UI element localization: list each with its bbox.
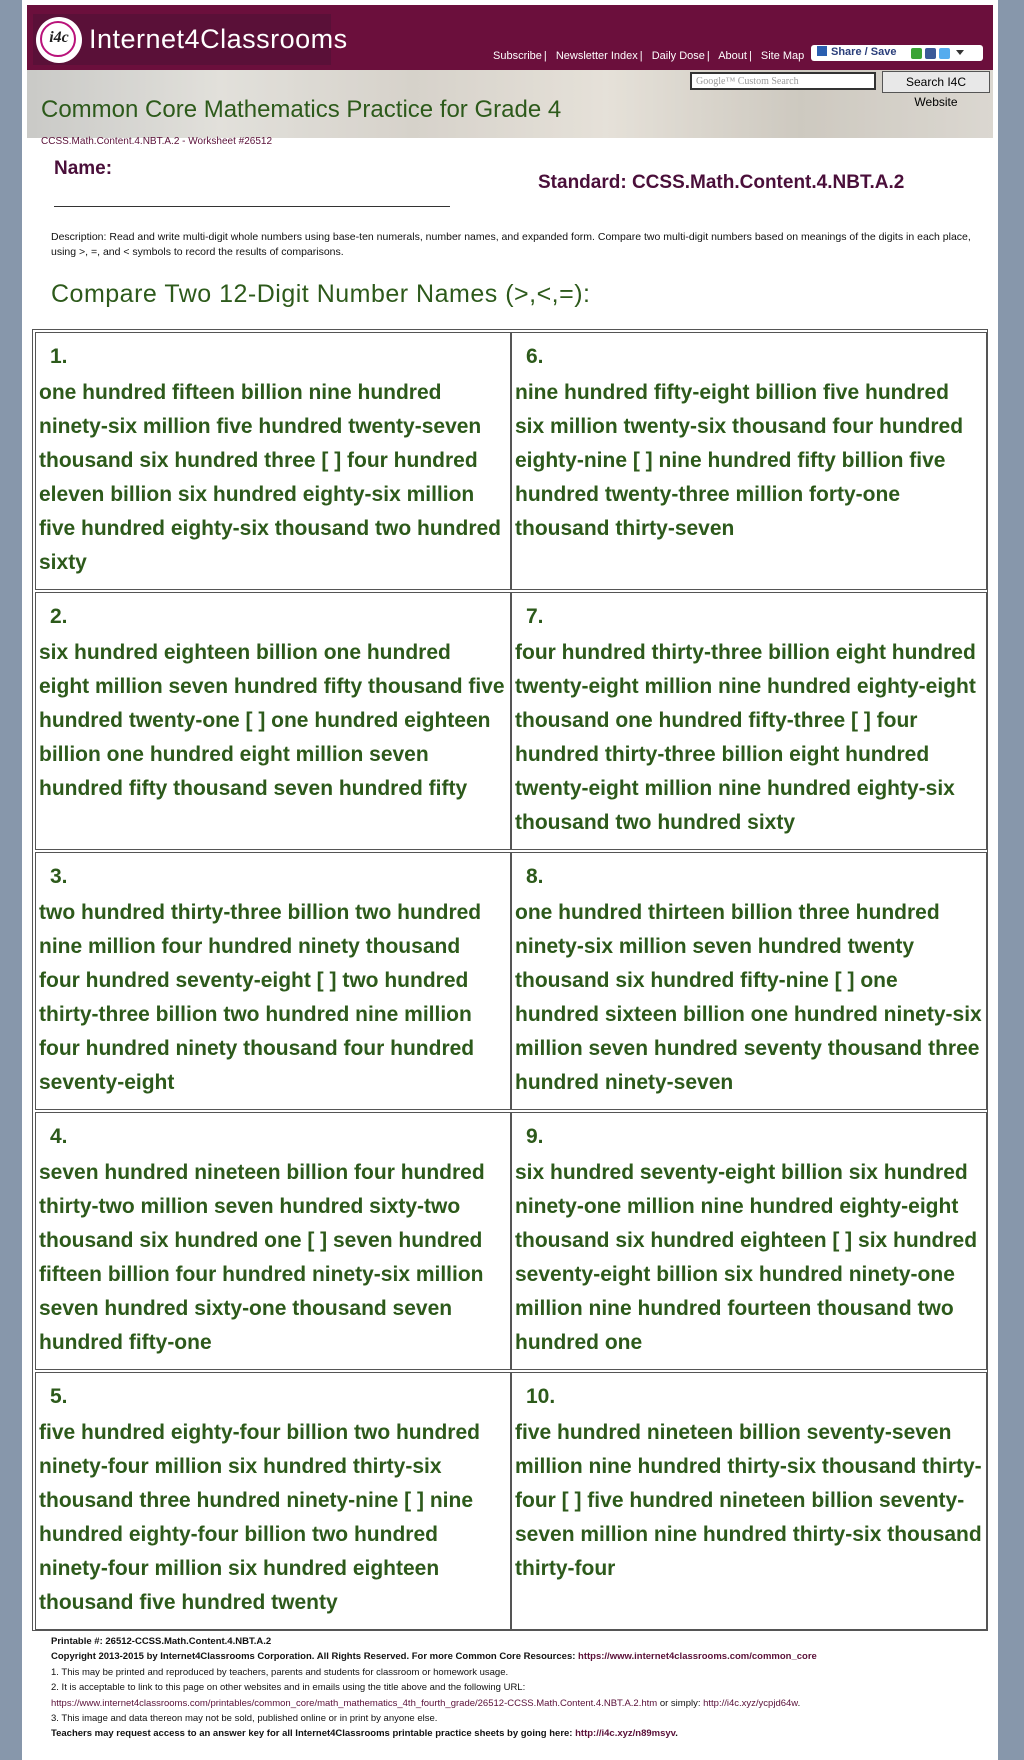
question-text: six hundred seventy-eight billion six hundred ninety-one million nine hundred eighty-eight thousand six hundred eighteen [ ] six hundred seventy-eight billion six hundred ninety-one million nine hundred fourteen thousand two hundred one [515, 1161, 978, 1354]
short-url-link[interactable]: http://i4c.xyz/ycpjd64w [703, 1697, 798, 1709]
question-text: two hundred thirty-three billion two hundred nine million four hundred ninety thousand four hundred seventy-eight [ ] two hundred thirty-three billion two hundred nine million four hundred ninety thousand four hundred seventy-eight [39, 901, 482, 1094]
i4c-logo-icon: i4c [36, 17, 82, 63]
question-number: 9. [526, 1125, 544, 1148]
site-logo[interactable] [33, 14, 348, 65]
breadcrumb: CCSS.Math.Content.4.NBT.A.2 - Worksheet #26512 [41, 136, 273, 147]
question-cell [511, 852, 987, 1110]
common-core-link[interactable]: https://www.internet4classrooms.com/common_core [578, 1651, 817, 1663]
question-cell [511, 1112, 987, 1370]
page [22, 0, 998, 1760]
footer-note-3: 3. This image and data thereon may not be sold, published online or in print by anyone else. [51, 1713, 438, 1725]
logo-text: Internet4Classrooms [89, 24, 348, 54]
question-text: nine hundred fifty-eight billion five hundred six million twenty-six thousand four hundred eighty-nine [ ] nine hundred fifty billion five hundred twenty-three million forty-one thousand thirty-seven [515, 381, 964, 540]
question-text: five hundred eighty-four billion two hundred ninety-four million six hundred thirty-six thousand three hundred ninety-nine [ ] nine hundred eighty-four billion two hundred ninety-four million six hundred eighteen thousand five hundred twenty [39, 1421, 480, 1614]
question-cell [35, 852, 511, 1110]
page-banner [27, 70, 993, 138]
site-header [27, 5, 993, 70]
twitter-icon[interactable] [939, 48, 950, 59]
search-placeholder: Custom Search [737, 76, 799, 87]
question-text: one hundred fifteen billion nine hundred ninety-six million five hundred twenty-seven thousand six hundred three [ ] four hundred eleven billion six hundred eighty-six million five hundred eighty-six thousand two hundred sixty [39, 381, 502, 574]
question-cell [35, 1372, 511, 1630]
question-cell [511, 1372, 987, 1630]
footer-or-text: or simply: [657, 1697, 704, 1709]
question-number: 3. [50, 865, 68, 888]
footer-note-2: 2. It is acceptable to link to this page on other websites and in emails using the title above and the following URL: [51, 1682, 526, 1694]
standard-label: Standard: CCSS.Math.Content.4.NBT.A.2 [538, 172, 905, 193]
question-cell [35, 332, 511, 590]
question-cell [511, 592, 987, 850]
question-cell [35, 1112, 511, 1370]
share-save-button[interactable] [811, 45, 983, 61]
footer: Printable #: 26512-CCSS.Math.Content.4.NBT.A.2 Copyright 2013-2015 by Internet4Classrooms Corporation. All Rights Reserved. For more Common Core Resources: https://www.internet4classrooms.com/common_core 1. This may be printed and reproduced by teachers, parents and students for classroom or homework usage. 2. It is acceptable to link to this page on other websites and in emails using the title above and the following URL: https://www.internet4classrooms.com/printables/common_core/math_mathematics_4th_fourth_grade/26512-CCSS.Math.Content.4.NBT.A.2.htm or simply: http://i4c.xyz/ycpjd64w. 3. This image and data thereon may not be sold, published online or in print by anyone else. Teachers may request access to an answer key for all Internet4Classrooms printable practice sheets by going here: http://i4c.xyz/n89msyv. [51, 1634, 991, 1742]
question-text: seven hundred nineteen billion four hundred thirty-two million seven hundred sixty-two thousand six hundred one [ ] seven hundred fifteen billion four hundred ninety-six million seven hundred sixty-one thousand seven hundred fifty-one [39, 1161, 485, 1354]
printable-number: Printable #: 26512-CCSS.Math.Content.4.NBT.A.2 [51, 1636, 272, 1647]
search-brand: Google™ [696, 76, 736, 87]
answer-key-text: Teachers may request access to an answer key for all Internet4Classrooms printable practice sheets by going here: [51, 1728, 573, 1740]
answer-key-link[interactable]: http://i4c.xyz/n89msyv [575, 1728, 676, 1740]
share-label: Share / Save [831, 46, 897, 58]
question-number: 2. [50, 605, 68, 628]
question-cell [35, 592, 511, 850]
nav-about[interactable]: About [718, 50, 747, 62]
question-number: 6. [526, 345, 544, 368]
page-title: Common Core Mathematics Practice for Grade 4 [41, 96, 562, 123]
nav-newsletter-index[interactable]: Newsletter Index [555, 50, 638, 62]
name-label: Name: [54, 158, 113, 179]
arrow-icon[interactable] [956, 50, 964, 55]
name-line [54, 206, 450, 207]
question-text: six hundred eighteen billion one hundred eight million seven hundred fifty thousand five hundred twenty-one [ ] one hundred eighteen billion one hundred eight million seven hundred fifty thousand seven hundred fifty [39, 641, 505, 800]
share-plus-icon [817, 46, 827, 56]
description: Description: Read and write multi-digit whole numbers using base-ten numerals, number names, and expanded form. Compare two multi-digit numbers based on meanings of the digits in each place, using >, =, and < symbols to record the results of comparisons. [51, 231, 971, 258]
copyright-text: Copyright 2013-2015 by Internet4Classrooms Corporation. All Rights Reserved. For more Common Core Resources: [51, 1651, 576, 1663]
worksheet-url-link[interactable]: https://www.internet4classrooms.com/printables/common_core/math_mathematics_4th_fourth_grade/26512-CCSS.Math.Content.4.NBT.A.2.htm [51, 1697, 658, 1709]
question-number: 10. [526, 1385, 556, 1408]
facebook-icon[interactable] [925, 48, 936, 59]
question-text: five hundred nineteen billion seventy-seven million nine hundred thirty-six thousand thirty-four [ ] five hundred nineteen billion seventy-seven million nine hundred thirty-six thousand thirty-four [515, 1421, 982, 1580]
question-text: four hundred thirty-three billion eight hundred twenty-eight million nine hundred eighty-eight thousand one hundred fifty-three [ ] four hundred thirty-three billion eight hundred twenty-eight million nine hundred eighty-six thousand two hundred sixty [515, 641, 976, 834]
top-nav: Subscribe | Newsletter Index | Daily Dose | About | Site Map [493, 50, 805, 62]
nav-daily-dose[interactable]: Daily Dose [651, 50, 705, 62]
search-button[interactable]: Search I4C Website [882, 71, 990, 93]
question-text: one hundred thirteen billion three hundred ninety-six million seven hundred twenty thousand six hundred fifty-nine [ ] one hundred sixteen billion one hundred ninety-six million seven hundred seventy thousand three hundred ninety-seven [515, 901, 982, 1094]
search-input[interactable] [690, 72, 876, 90]
nav-site-map[interactable]: Site Map [760, 50, 805, 62]
refresh-share-icon[interactable] [911, 48, 922, 59]
question-number: 5. [50, 1385, 68, 1408]
section-title: Compare Two 12-Digit Number Names (>,<,=): [51, 280, 591, 308]
question-number: 8. [526, 865, 544, 888]
question-number: 1. [50, 345, 68, 368]
question-number: 7. [526, 605, 544, 628]
nav-subscribe[interactable]: Subscribe [493, 50, 542, 62]
question-number: 4. [50, 1125, 68, 1148]
question-cell [511, 332, 987, 590]
question-grid [32, 329, 988, 1631]
footer-note-1: 1. This may be printed and reproduced by teachers, parents and students for classroom or homework usage. [51, 1666, 509, 1678]
